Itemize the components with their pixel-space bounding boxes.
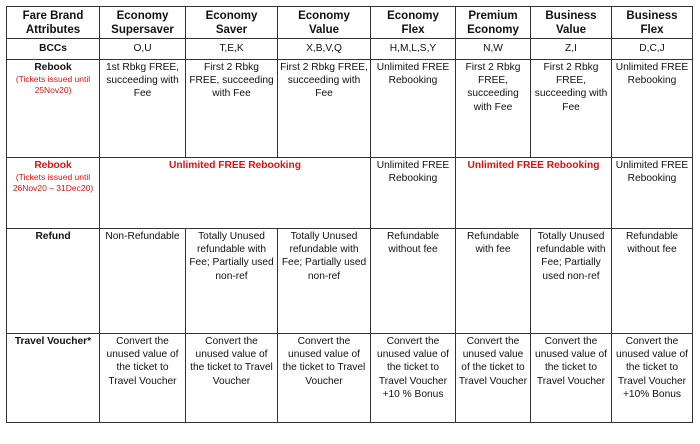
voucher-cell: Convert the unused value of the ticket to Travel Voucher: [186, 334, 278, 423]
fare-brand-table: [6, 6, 693, 423]
rebook-before-cell: First 2 Rbkg FREE, succeeding with Fee: [456, 60, 531, 158]
brand-header-economy-saver: Economy Saver: [186, 7, 278, 39]
brand-header-economy-supersaver: Economy Supersaver: [100, 7, 186, 39]
voucher-cell: Convert the unused value of the ticket to Travel Voucher +10 % Bonus: [371, 334, 456, 423]
bcc-cell: Z,I: [531, 39, 612, 60]
bcc-cell: D,C,J: [612, 39, 693, 60]
bcc-cell: H,M,L,S,Y: [371, 39, 456, 60]
brand-header-economy-flex: Economy Flex: [371, 7, 456, 39]
header-row: [7, 7, 693, 39]
rebook-after-row: [7, 158, 693, 229]
rebook-after-span-economy: Unlimited FREE Rebooking: [100, 158, 371, 229]
travel-voucher-row: [7, 334, 693, 423]
rebook-before-cell: Unlimited FREE Rebooking: [612, 60, 693, 158]
rebook-before-cell: First 2 Rbkg FREE, succeeding with Fee: [278, 60, 371, 158]
refund-cell: Non-Refundable: [100, 229, 186, 334]
rebook-after-economy-flex: Unlimited FREE Rebooking: [371, 158, 456, 229]
refund-label: Refund: [7, 229, 100, 334]
bcc-label: BCCs: [7, 39, 100, 60]
rebook-before-label: Rebook (Tickets issued until 25Nov20): [7, 60, 100, 158]
refund-cell: Refundable without fee: [612, 229, 693, 334]
rebook-after-span-premium-business: Unlimited FREE Rebooking: [456, 158, 612, 229]
rebook-before-cell: 1st Rbkg FREE, succeeding with Fee: [100, 60, 186, 158]
refund-cell: Totally Unused refundable with Fee; Partially used non-ref: [278, 229, 371, 334]
voucher-cell: Convert the unused value of the ticket to Travel Voucher: [100, 334, 186, 423]
rebook-after-label: Rebook (Tickets issued until 26Nov20 – 31Dec20): [7, 158, 100, 229]
rebook-after-sublabel: (Tickets issued until 26Nov20 – 31Dec20): [12, 172, 94, 194]
bcc-cell: O,U: [100, 39, 186, 60]
brand-header-premium-economy: Premium Economy: [456, 7, 531, 39]
refund-cell: Totally Unused refundable with Fee; Partially used non-ref: [531, 229, 612, 334]
rebook-before-cell: First 2 Rbkg FREE, succeeding with Fee: [186, 60, 278, 158]
bcc-cell: T,E,K: [186, 39, 278, 60]
bcc-cell: N,W: [456, 39, 531, 60]
bcc-row: [7, 39, 693, 60]
brand-header-business-flex: Business Flex: [612, 7, 693, 39]
refund-cell: Refundable without fee: [371, 229, 456, 334]
attributes-header: Fare Brand Attributes: [7, 7, 100, 39]
voucher-cell: Convert the unused value of the ticket to Travel Voucher: [456, 334, 531, 423]
refund-cell: Totally Unused refundable with Fee; Partially used non-ref: [186, 229, 278, 334]
brand-header-economy-value: Economy Value: [278, 7, 371, 39]
rebook-before-cell: Unlimited FREE Rebooking: [371, 60, 456, 158]
rebook-before-sublabel: (Tickets issued until 25Nov20): [15, 74, 91, 96]
refund-cell: Refundable with fee: [456, 229, 531, 334]
rebook-before-cell: First 2 Rbkg FREE, succeeding with Fee: [531, 60, 612, 158]
rebook-after-business-flex: Unlimited FREE Rebooking: [612, 158, 693, 229]
voucher-cell: Convert the unused value of the ticket to Travel Voucher +10% Bonus: [612, 334, 693, 423]
rebook-before-row: [7, 60, 693, 158]
voucher-cell: Convert the unused value of the ticket to Travel Voucher: [278, 334, 371, 423]
voucher-cell: Convert the unused value of the ticket to Travel Voucher: [531, 334, 612, 423]
bcc-cell: X,B,V,Q: [278, 39, 371, 60]
refund-row: [7, 229, 693, 334]
travel-voucher-label: Travel Voucher*: [7, 334, 100, 423]
brand-header-business-value: Business Value: [531, 7, 612, 39]
